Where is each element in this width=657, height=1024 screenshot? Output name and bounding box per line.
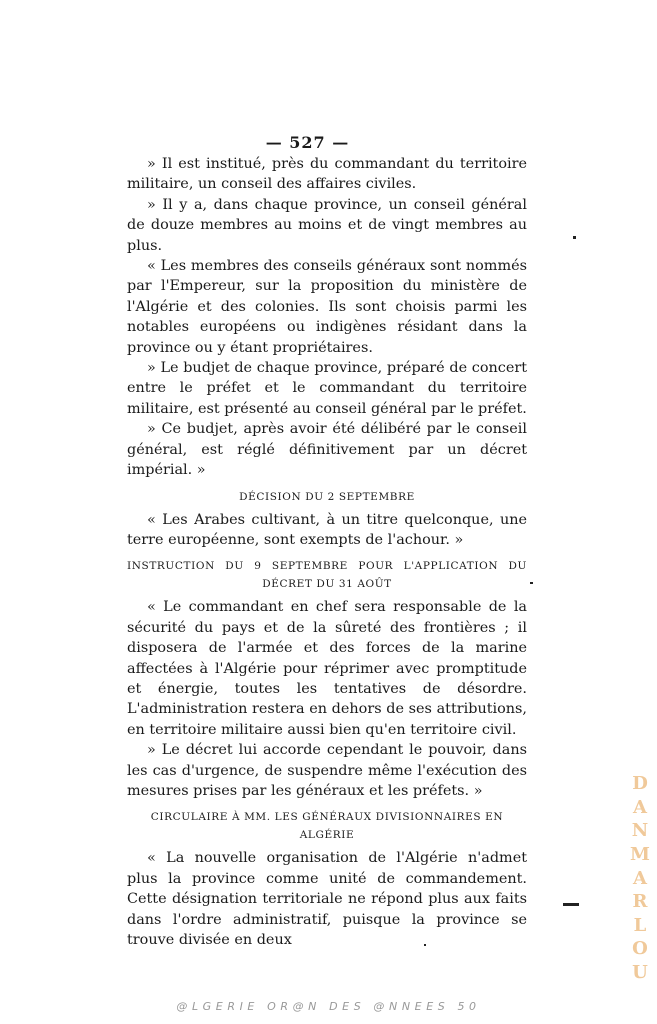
section-heading: INSTRUCTION DU 9 SEPTEMBRE POUR L'APPLICATION DU DÉCRET DU 31 AOÛT bbox=[127, 560, 527, 591]
watermark-letter: U bbox=[632, 962, 648, 983]
watermark-letter: N bbox=[631, 820, 649, 842]
footer-caption: @LGERIE OR@N DES @NNEES 50 bbox=[176, 1000, 481, 1013]
body-text bbox=[127, 154, 527, 950]
paragraph: » Il y a, dans chaque province, un conseil général de douze membres au moins et de vingt membres au plus. bbox=[127, 196, 527, 254]
paragraph: « Le commandant en chef sera responsable de la sécurité du pays et de la sûreté des frontières ; il disposera de l'armée et des forces de la marine affectées à l'Algérie pour réprimer avec promptitude et énergie, toutes les tentatives de désordre. L'administration restera en dehors de ses attributions, en territoire militaire aussi bien qu'en territoire civil. bbox=[127, 599, 527, 738]
scan-speck bbox=[424, 944, 426, 946]
watermark-letter: M bbox=[630, 843, 650, 865]
section-heading: CIRCULAIRE À MM. LES GÉNÉRAUX DIVISIONNAIRES EN ALGÉRIE bbox=[150, 811, 504, 842]
scan-speck bbox=[530, 582, 533, 584]
paragraph: « La nouvelle organisation de l'Algérie n'admet plus la province comme unité de commandement. Cette désignation territoriale ne répond plus aux faits dans l'ordre administratif, puisque la province se trouve divisée en deux bbox=[127, 850, 527, 948]
watermark-letter: D bbox=[632, 773, 648, 794]
watermark-letter: R bbox=[632, 891, 648, 913]
paragraph: » Le budjet de chaque province, préparé de concert entre le préfet et le commandant du territoire militaire, est présenté au conseil général par le préfet. bbox=[127, 360, 527, 417]
paragraph: « Les Arabes cultivant, à un titre quelconque, une terre européenne, sont exempts de l'achour. » bbox=[127, 511, 527, 548]
watermark-letter: A bbox=[633, 867, 647, 889]
watermark-letter: L bbox=[633, 914, 647, 936]
section-heading: DÉCISION DU 2 SEPTEMBRE bbox=[239, 490, 415, 503]
vertical-watermark bbox=[623, 773, 657, 983]
watermark-letter: A bbox=[633, 796, 647, 818]
scan-speck bbox=[563, 903, 579, 906]
paragraph: « Les membres des conseils généraux sont nommés par l'Empereur, sur la proposition du ministère de l'Algérie et des colonies. Ils sont choisis parmi les notables européens ou indigènes résidant dans la province ou y étant propriétaires. bbox=[127, 258, 527, 356]
scan-speck bbox=[573, 236, 576, 239]
paragraph: » Il est institué, près du commandant du territoire militaire, un conseil des affaires civiles. bbox=[127, 156, 527, 193]
watermark-letter: O bbox=[632, 938, 648, 960]
paragraph: » Le décret lui accorde cependant le pouvoir, dans les cas d'urgence, de suspendre même l'exécution des mesures prises par les généraux et les préfets. » bbox=[127, 742, 527, 799]
page-number: — 527 — bbox=[265, 133, 350, 152]
paragraph: » Ce budjet, après avoir été délibéré par le conseil général, est réglé définitivement par un décret impérial. » bbox=[127, 421, 527, 479]
